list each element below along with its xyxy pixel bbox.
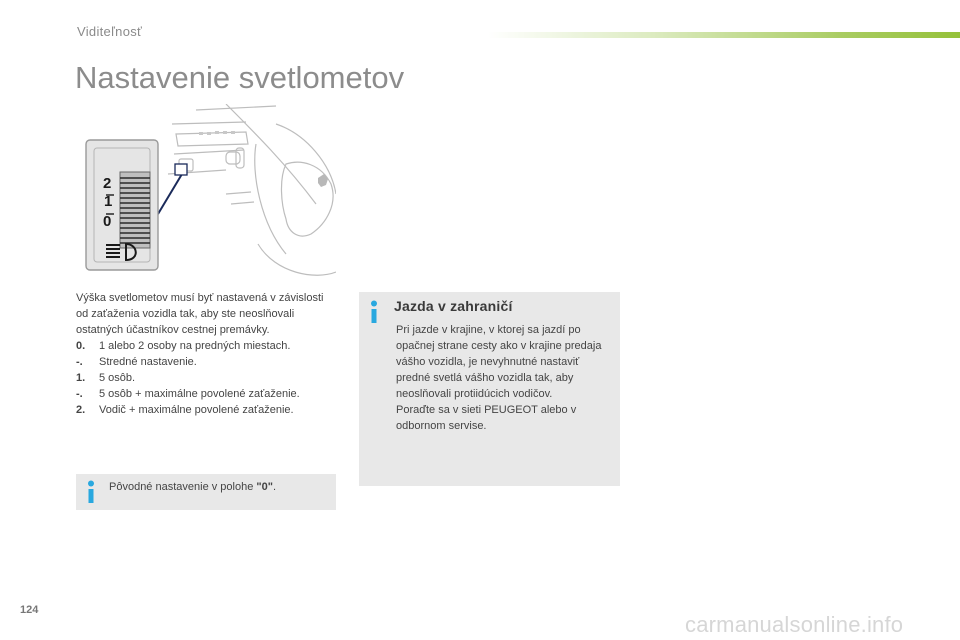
abroad-title: Jazda v zahraničí [394, 298, 513, 314]
abroad-paragraph-2: Poraďte sa v sieti PEUGEOT alebo v odbornom servise. [396, 404, 577, 432]
position-row [76, 386, 338, 402]
headlamp-adjuster-illustration [76, 104, 336, 280]
position-key: 2. [76, 404, 86, 416]
section-label: Viditeľnosť [77, 24, 143, 39]
position-text: Stredné nastavenie. [99, 356, 197, 368]
position-key: -. [76, 388, 83, 400]
abroad-text [396, 322, 608, 434]
position-row [76, 354, 338, 370]
note-text: Pôvodné nastavenie v polohe "0". [109, 481, 277, 493]
header-accent-bar [488, 32, 960, 38]
position-text: Vodič + maximálne povolené zaťaženie. [99, 404, 294, 416]
position-key: 0. [76, 340, 86, 352]
driving-abroad-box [359, 292, 620, 486]
intro-paragraph: Výška svetlometov musí byť nastavená v závislosti od zaťaženia vozidla tak, aby ste neoslňovali ostatných účastníkov cestnej premávky. [76, 292, 324, 336]
position-text: 1 alebo 2 osoby na predných miestach. [99, 340, 291, 352]
position-row [76, 402, 338, 418]
default-setting-note [76, 474, 336, 510]
page-number: 124 [20, 604, 39, 616]
page-title: Nastavenie svetlometov [75, 60, 405, 95]
info-icon [369, 300, 379, 324]
position-text: 5 osôb. [99, 372, 136, 384]
abroad-paragraph-1: Pri jazde v krajine, v ktorej sa jazdí po opačnej strane cesty ako v krajine predaja vášho vozidla, je nevyhnutné nastaviť predné svetlá vášho vozidla tak, aby neoslňovali protiidúcich vodičov. [396, 324, 602, 400]
watermark: carmanualsonline.info [685, 612, 904, 637]
dashboard-lineart [168, 104, 336, 275]
position-text: 5 osôb + maximálne povolené zaťaženie. [99, 388, 300, 400]
dial-label-0: 0 [103, 213, 112, 230]
dial-label-1: 1 [104, 193, 113, 210]
position-row [76, 370, 338, 386]
position-row [76, 338, 338, 354]
dial-label-2: 2 [103, 175, 112, 192]
position-key: -. [76, 356, 83, 368]
body-text [76, 290, 338, 418]
note-highlight: "0" [256, 481, 273, 493]
info-icon [86, 480, 96, 504]
position-key: 1. [76, 372, 86, 384]
pointer-line [158, 174, 182, 214]
thumbwheel [120, 172, 150, 248]
